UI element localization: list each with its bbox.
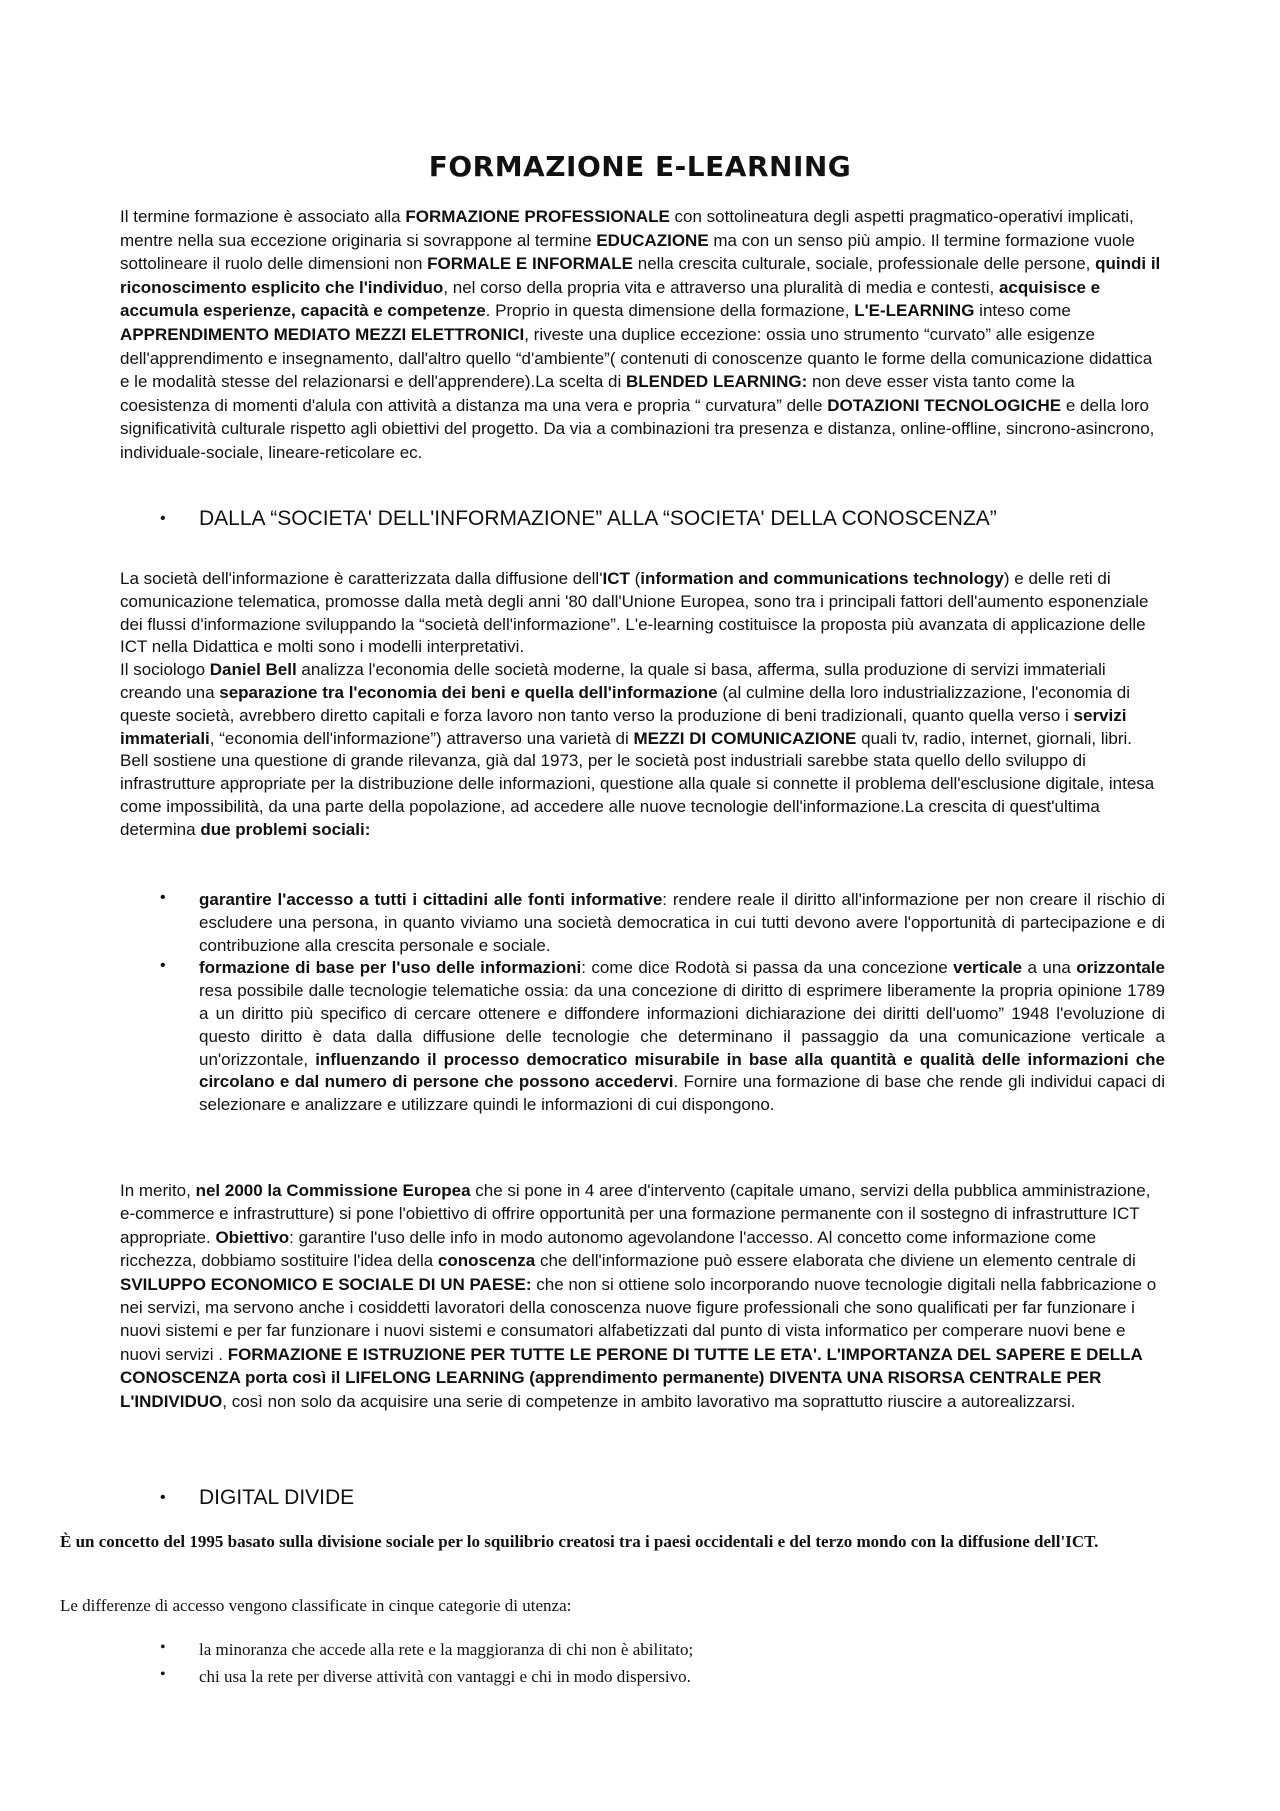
bold-text: EDUCAZIONE [596, 230, 709, 250]
bullet-icon: • [160, 510, 166, 527]
text-run: . Proprio in questa dimensione della formazione, [485, 301, 855, 321]
bold-text: conoscenza [437, 1251, 536, 1271]
bold-text: servizi immateriali [120, 705, 1127, 748]
text-run: che dell'informazione può essere elaborata che diviene un elemento centrale di [535, 1251, 1136, 1271]
section-heading-text: DIGITAL DIVIDE [199, 1486, 355, 1509]
list-item [160, 1636, 1165, 1663]
text-run: (al culmine della loro industrializzazione, l'economia di queste società, avrebbero diretto capitali e forza lavoro non tanto verso la produzione di beni tradizionali, quanto quella verso i [120, 682, 1131, 725]
text-run: . Fornire una formazione di base che rende gli individui capaci di selezionare e analizzare e utilizzare quindi le informazioni di cui dispongono. [199, 1072, 1165, 1115]
text-run: a una [1022, 958, 1077, 978]
bullet-icon: • [160, 889, 166, 906]
text-run: : come dice Rodotà si passa da una concezione [581, 958, 954, 978]
bold-text: orizzontale [1076, 958, 1165, 978]
bold-text: influenzando il processo democratico misurabile in base alla quantità e qualità delle informazioni che circolano e dal numero di persone che possono accedervi [199, 1049, 1165, 1092]
text-run: In merito, [120, 1181, 196, 1200]
bold-text: MEZZI DI COMUNICAZIONE [633, 728, 857, 748]
text-run: , “economia dell'informazione”) attraverso una varietà di [209, 728, 634, 748]
bold-text: Obiettivo [215, 1227, 290, 1247]
bold-text: acquisisce e accumula esperienze, capacità e competenze [120, 277, 1101, 321]
bold-text: ICT [602, 569, 630, 588]
bold-text: garantire l'accesso a tutti i cittadini alle fonti informative [199, 890, 663, 909]
text-run: , così non solo da acquisire una serie di competenze in ambito lavorativo ma soprattutto riuscire a autorealizzarsi. [222, 1391, 1076, 1411]
text-run: , nel corso della propria vita e attraverso una pluralità di media e contesti, [443, 277, 999, 297]
bold-text: APPRENDIMENTO MEDIATO MEZZI ELETTRONICI [120, 324, 525, 344]
text-run: con sottolineatura degli aspetti pragmatico-operativi implicati, mentre nella sua eccezione originaria si sovrappone al termine [120, 207, 1134, 250]
section-heading-text: DALLA “SOCIETA' DELL'INFORMAZIONE” ALLA “SOCIETA' DELLA CONOSCENZA” [199, 507, 997, 530]
text-run: , riveste una duplice eccezione: ossia uno strumento “curvato” alle esigenze dell'apprendimento e insegnamento, dall'altro quello “d'ambiente”( contenuti di conoscenze quanto le forme della comunicazione didattica e le modalità stesse del relazionarsi e dell'apprendere).La scelta di [120, 324, 1153, 392]
digital-divide-definition: È un concetto del 1995 basato sulla divisione sociale per lo squilibrio creatosi tra i paesi occidentali e del terzo mondo con la diffusione dell'ICT. [60, 1532, 1099, 1551]
bold-text: nel 2000 la Commissione Europea [195, 1181, 471, 1200]
access-categories-list [160, 1636, 1165, 1690]
text-run: resa possibile dalle tecnologie telematiche ossia: da una concezione di diritto di esprimere liberamente la propria opinione 1789 a un diritto più specifico di cercare ottenere e diffondere informazioni dichiarazione dei diritti dell'uomo” 1948 l'evoluzione di questo diritto è data dalla diffusione delle tecnologie che determinano il passaggio da una comunicazione verticale a un'orizzontale, [199, 981, 1165, 1069]
list-item [160, 1663, 1165, 1690]
text-run: analizza l'economia delle società moderne, la quale si basa, afferma, sulla produzione di servizi immateriali creando una [120, 660, 1106, 702]
text-run: La società dell'informazione è caratterizzata dalla diffusione dell' [120, 569, 603, 588]
text-run: quali tv, radio, internet, giornali, libri. Bell sostiene una questione di grande rilevanza, già dal 1973, per le società post industriali sarebbe stata quello dello sviluppo di infrastrutture appropriate per la distribuzione delle informazioni, questione alla quale si connette il problema dell'esclusione digitale, intesa come impossibilità, da una parte della popolazione, ad accedere alle nuove tecnologie dell'informazione.La crescita di quest'ultima determina [120, 728, 1155, 839]
text-run: inteso come [974, 301, 1071, 321]
bold-text: FORMALE E INFORMALE [427, 254, 634, 274]
bullet-icon: • [160, 957, 166, 975]
text-run: ma con un senso più ampio. Il termine formazione vuole sottolineare il ruolo delle dimensioni non [120, 230, 1135, 274]
bullet-icon: • [160, 1666, 166, 1683]
text-run: ( [629, 569, 641, 588]
bold-text: information and communications technology [640, 569, 1004, 588]
list-item-text: chi usa la rete per diverse attività con vantaggi e chi in modo dispersivo. [199, 1667, 691, 1686]
list-item-text: la minoranza che accede alla rete e la maggioranza di chi non è abilitato; [199, 1640, 694, 1659]
commissione-paragraph [120, 1179, 1165, 1413]
bold-text: BLENDED LEARNING: [625, 372, 808, 392]
bold-text: FORMAZIONE E ISTRUZIONE PER TUTTE LE PERONE DI TUTTE LE ETA'. L'IMPORTANZA DEL SAPERE E DELLA CONOSCENZA porta così il LIFELONG LEARNING (apprendimento permanente) DIVENTA UNA RISORSA CENTRALE PER L'INDIVIDUO [120, 1344, 1143, 1411]
text-run: Il termine formazione è associato alla [120, 207, 406, 226]
societa-paragraph [120, 568, 1165, 842]
text-run: Il sociologo [120, 660, 210, 680]
bold-text: separazione tra l'economia dei beni e quella dell'informazione [219, 682, 718, 702]
access-categories-intro: Le differenze di accesso vengono classificate in cinque categorie di utenza: [60, 1596, 572, 1615]
text-run: : rendere reale il diritto all'informazione per non creare il rischio di escludere una persona, in quanto viviamo una società democratica in cui tutti devono avere l'opportunità di partecipazione e di contribuzione alla crescita personale e sociale. [199, 890, 1165, 955]
bold-text: quindi il riconoscimento esplicito che l'individuo [120, 254, 1161, 297]
bold-text: DOTAZIONI TECNOLOGICHE [827, 395, 1062, 415]
text-run: che non si ottiene solo incorporando nuove tecnologie digitali nella fabbricazione o nei servizi, ma servono anche i cosiddetti lavoratori della conoscenza nuove figure professionali che sono qualificati per far funzionare i nuovi sistemi e per far funzionare i nuovi sistemi e consumatori alfabetizzati dal punto di vista informatico per comperare nuovi bene e nuovi servizi . [120, 1274, 1157, 1364]
text-run: che si pone in 4 aree d'intervento (capitale umano, servizi della pubblica amministrazione, e-commerce e infrastrutture) si pone l'obiettivo di offrire opportunità per una formazione permanente con il sostegno di infrastrutture ICT appropriate. [120, 1181, 1151, 1247]
text-run: : garantire l'uso delle info in modo autonomo agevolandone l'accesso. Al concetto come informazione come ricchezza, dobbiamo sostituire l'idea della [120, 1227, 1097, 1271]
bold-text: L'E-LEARNING [854, 301, 975, 321]
bold-text: Daniel Bell [209, 660, 297, 680]
list-item [160, 957, 1165, 1117]
bold-text: verticale [953, 958, 1023, 978]
text-run: e della loro significatività culturale rispetto agli obiettivi del progetto. Da via a combinazioni tra presenza e distanza, online-offline, sincrono-asincrono, individuale-sociale, lineare-reticolare ec. [120, 395, 1155, 462]
bullet-icon: • [160, 1489, 166, 1506]
intro-paragraph [120, 205, 1165, 465]
bold-text: FORMAZIONE PROFESSIONALE [405, 207, 670, 226]
text-run: nella crescita culturale, sociale, professionale delle persone, [633, 254, 1096, 274]
document-title: FORMAZIONE E-LEARNING [428, 150, 852, 183]
bullet-icon: • [160, 1639, 166, 1656]
bold-text: due problemi sociali: [200, 819, 371, 839]
text-run: ) e delle reti di comunicazione telematica, promosse dalla metà degli anni '80 dall'Unione Europea, sono tra i principali fattori dell'aumento esponenziale dei flussi d'informazione sviluppando la “società dell'informazione”. L'e-learning costituisce la proposta più avanzata di applicazione delle ICT nella Didattica e molti sono i modelli interpretativi. [120, 569, 1149, 657]
bold-text: formazione di base per l'uso delle informazioni [199, 958, 582, 978]
bold-text: SVILUPPO ECONOMICO E SOCIALE DI UN PAESE: [120, 1274, 532, 1294]
list-item [160, 889, 1165, 957]
text-run: non deve esser vista tanto come la coesistenza di momenti d'alula con attività a distanza ma una vera e propria “ curvatura” delle [120, 372, 1075, 415]
social-problems-list [160, 889, 1165, 1117]
